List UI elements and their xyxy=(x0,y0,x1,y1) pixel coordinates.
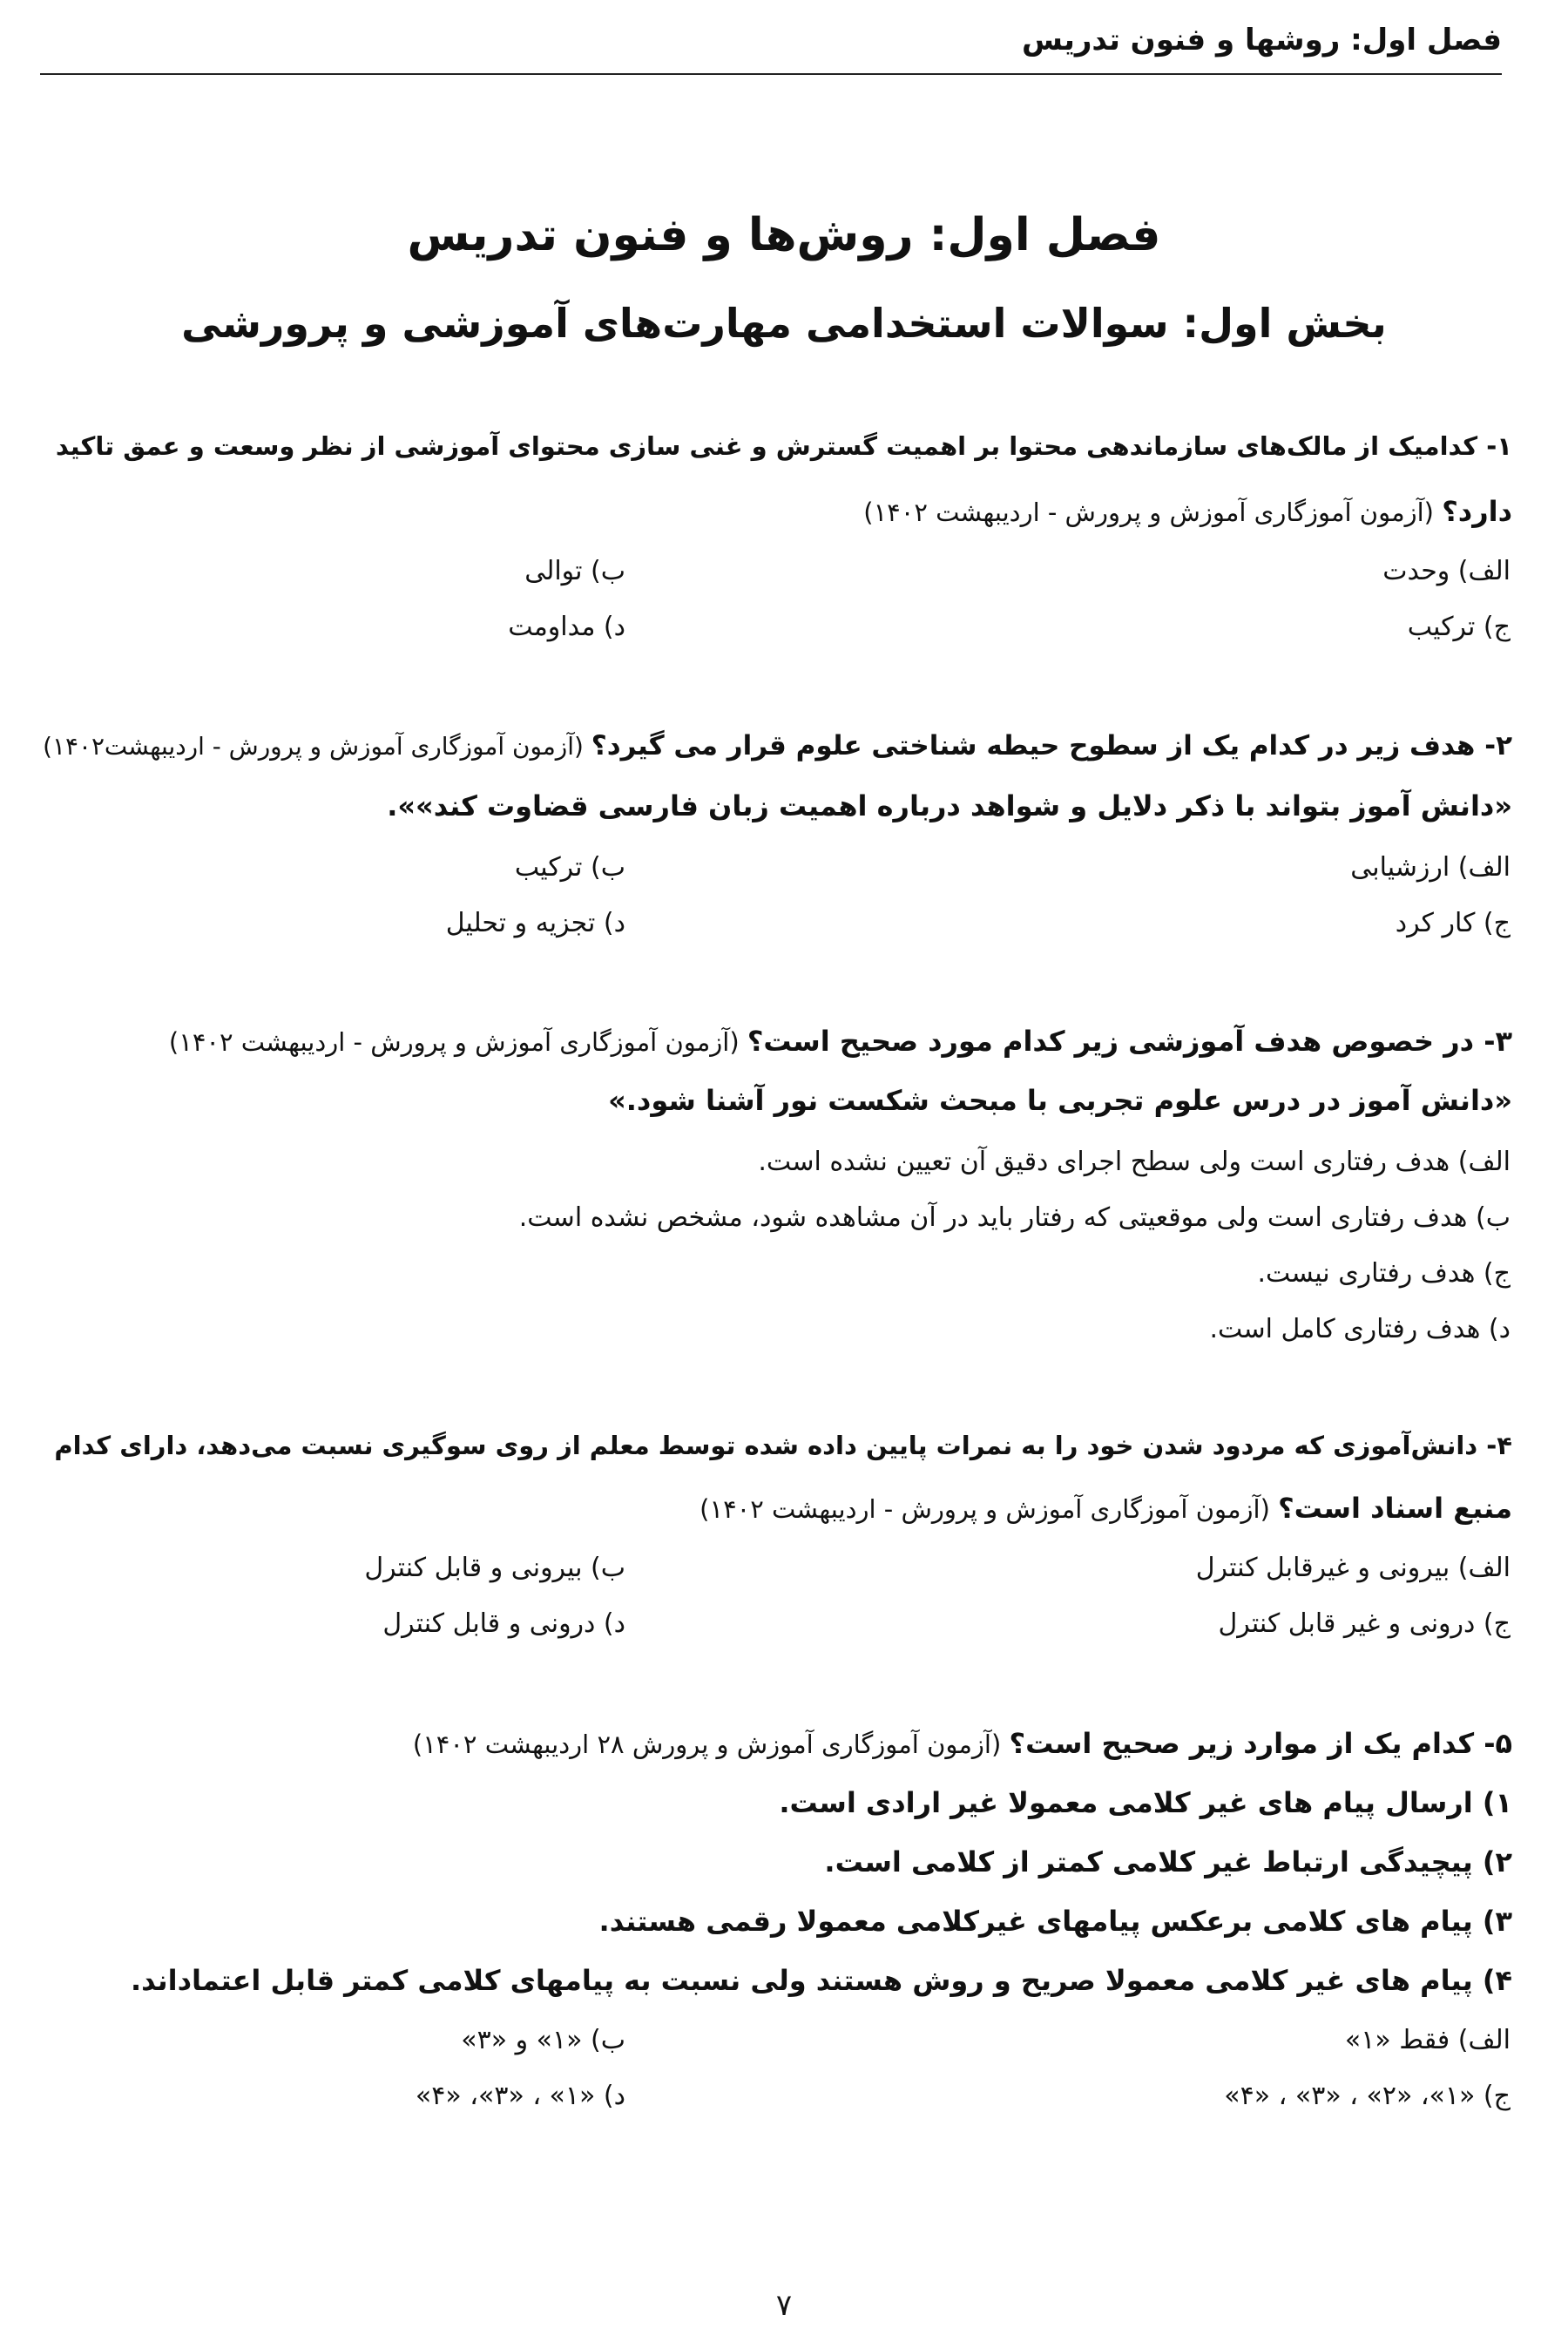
statement-text: ۲) پیچیدگی ارتباط غیر کلامی کمتر از کلامی است. xyxy=(824,1845,1512,1879)
question-1-option-c: ج) ترکیب xyxy=(1407,612,1511,642)
question-1-line2 xyxy=(863,495,1512,528)
question-3-source: (آزمون آموزگاری آموزش و پرورش - اردیبهشت ۱۴۰۲) xyxy=(168,1027,747,1057)
question-3-quote-line xyxy=(608,1084,1512,1117)
question-4-text xyxy=(54,1431,1512,1460)
question-5-option-c: ج) «۱»، «۲» ، «۳» ، «۴» xyxy=(1224,2081,1511,2111)
question-3-stem: ۳- در خصوص هدف آموزشی زیر کدام مورد صحیح است؟ xyxy=(747,1025,1512,1058)
running-header: فصل اول: روشها و فنون تدریس xyxy=(1022,23,1502,58)
question-5-text xyxy=(413,1727,1512,1760)
question-2-option-a: الف) ارزشیابی xyxy=(1350,852,1511,883)
section-title: بخش اول: سوالات استخدامی مهارت‌های آموزشی و پرورشی xyxy=(181,300,1387,347)
question-5-stem: ۵- کدام یک از موارد زیر صحیح است؟ xyxy=(1009,1727,1512,1760)
question-5-option-b: ب) «۱» و «۳» xyxy=(461,2025,625,2055)
question-4-source: (آزمون آموزگاری آموزش و پرورش - اردیبهشت ۱۴۰۲) xyxy=(700,1494,1279,1524)
question-1-option-a: الف) وحدت xyxy=(1382,556,1511,586)
question-2-quote-line xyxy=(387,789,1512,822)
question-1-source: (آزمون آموزگاری آموزش و پرورش - اردیبهشت ۱۴۰۲) xyxy=(863,498,1443,527)
statement-text: ۳) پیام های کلامی برعکس پیامهای غیرکلامی معمولا رقمی هستند. xyxy=(598,1905,1512,1938)
question-5-statement-2 xyxy=(824,1845,1512,1879)
question-3-option-a: الف) هدف رفتاری است ولی سطح اجرای دقیق آن تعیین نشده است. xyxy=(758,1147,1511,1177)
question-2-source: (آزمون آموزگاری آموزش و پرورش - اردیبهشت۱۴۰۲) xyxy=(43,732,591,761)
statement-text: ۴) پیام های غیر کلامی معمولا صریح و روش هستند ولی نسبت به پیامهای کلامی کمتر قابل اعتماداند. xyxy=(130,1964,1512,1997)
question-3-option-c: ج) هدف رفتاری نیست. xyxy=(1257,1258,1511,1289)
question-4-option-c: ج) درونی و غیر قابل کنترل xyxy=(1218,1608,1511,1639)
question-3-option-d: د) هدف رفتاری کامل است. xyxy=(1209,1314,1511,1344)
question-3-quote: «دانش آموز در درس علوم تجربی با مبحث شکست نور آشنا شود.» xyxy=(608,1084,1512,1117)
statement-text: ۱) ارسال پیام های غیر کلامی معمولا غیر ارادی است. xyxy=(779,1786,1512,1819)
question-4-line2 xyxy=(700,1492,1512,1525)
question-5-option-a: الف) فقط «۱» xyxy=(1344,2025,1511,2055)
question-4-line1: ۴- دانش‌آموزی که مردود شدن خود را به نمرات پایین داده شده توسط معلم از روی سوگیری نسبت می‌دهد، دارای کدام xyxy=(54,1431,1512,1460)
question-3-text xyxy=(169,1025,1512,1058)
question-1-text xyxy=(56,431,1512,461)
question-2-option-b: ب) ترکیب xyxy=(514,852,625,883)
question-2-stem: ۲- هدف زیر در کدام یک از سطوح حیطه شناختی علوم قرار می گیرد؟ xyxy=(591,730,1512,762)
question-1-line1: ۱- کدامیک از مالک‌های سازماندهی محتوا بر اهمیت گسترش و غنی سازی محتوای آموزشی از نظر وسعت و عمق تاکید xyxy=(55,431,1512,461)
question-5-source: (آزمون آموزگاری آموزش و پرورش ۲۸ اردیبهشت ۱۴۰۲) xyxy=(412,1730,1010,1759)
question-5-option-d: د) «۱» ، «۳»، «۴» xyxy=(415,2081,625,2111)
chapter-title: فصل اول: روش‌ها و فنون تدریس xyxy=(407,209,1161,261)
question-4-option-b: ب) بیرونی و قابل کنترل xyxy=(364,1553,625,1583)
question-3-option-b: ب) هدف رفتاری است ولی موقعیتی که رفتار باید در آن مشاهده شود، مشخص نشده است. xyxy=(518,1202,1511,1233)
question-2-option-c: ج) کار کرد xyxy=(1395,908,1511,938)
question-1-option-d: د) مداومت xyxy=(508,612,625,642)
question-2-quote: «دانش آموز بتواند با ذکر دلایل و شواهد درباره اهمیت زبان فارسی قضاوت کند»». xyxy=(387,789,1512,822)
question-1-tail: دارد؟ xyxy=(1442,495,1512,528)
question-1-option-b: ب) توالی xyxy=(524,556,625,586)
question-5-statement-4 xyxy=(131,1964,1512,1997)
question-2-text xyxy=(43,730,1512,762)
question-5-statement-1 xyxy=(779,1786,1512,1819)
header-rule xyxy=(40,73,1502,75)
question-5-statement-3 xyxy=(599,1905,1512,1938)
question-2-option-d: د) تجزیه و تحلیل xyxy=(445,908,625,938)
question-4-tail: منبع اسناد است؟ xyxy=(1278,1492,1512,1525)
question-4-option-d: د) درونی و قابل کنترل xyxy=(382,1608,625,1639)
question-4-option-a: الف) بیرونی و غیرقابل کنترل xyxy=(1195,1553,1511,1583)
page-number: ۷ xyxy=(775,2288,793,2323)
